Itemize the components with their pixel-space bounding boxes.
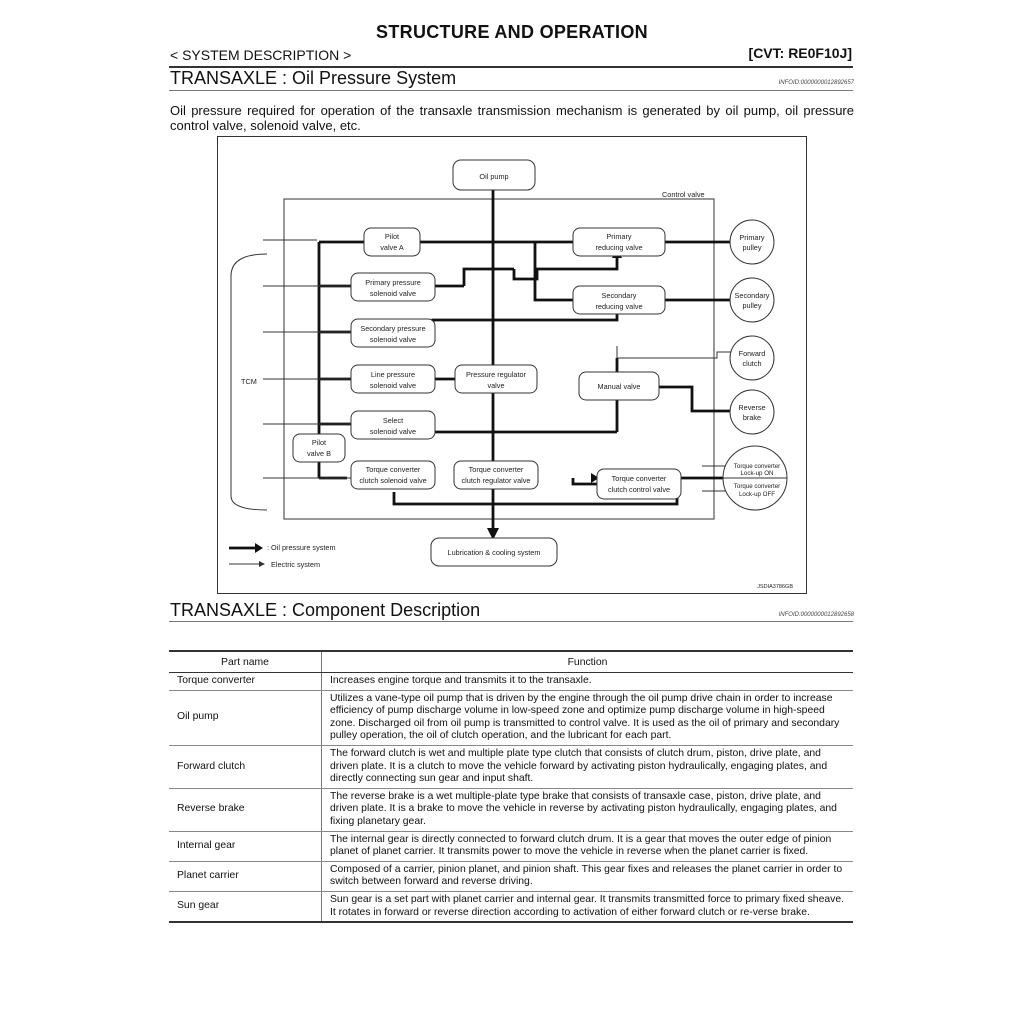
pressure-regulator-box xyxy=(455,365,537,393)
svg-text:clutch control valve: clutch control valve xyxy=(607,485,671,494)
svg-text:clutch: clutch xyxy=(742,359,762,368)
svg-text:Primary: Primary xyxy=(739,233,765,242)
svg-text:Torque converter: Torque converter xyxy=(365,465,421,474)
legend-oil-label: : Oil pressure system xyxy=(267,543,336,552)
part-name-cell: Torque converter xyxy=(169,673,322,691)
svg-text:Secondary: Secondary xyxy=(601,291,637,300)
page-title: STRUCTURE AND OPERATION xyxy=(376,22,648,42)
table-row xyxy=(169,861,853,891)
primary-pressure-solenoid-box xyxy=(351,273,435,301)
svg-text:Torque converter: Torque converter xyxy=(733,463,781,470)
part-name-cell: Planet carrier xyxy=(169,861,322,891)
table-row xyxy=(169,745,853,788)
svg-text:valve B: valve B xyxy=(307,449,331,458)
part-name-cell: Reverse brake xyxy=(169,788,322,831)
svg-text:Pilot: Pilot xyxy=(384,232,400,241)
pilot-valve-a-box xyxy=(364,228,420,256)
line-pressure-solenoid-box xyxy=(351,365,435,393)
oil-pressure-infoid: INFOID:0000000012892657 xyxy=(778,80,854,86)
part-name-cell: Internal gear xyxy=(169,831,322,861)
function-cell: The reverse brake is a wet multiple-plate type brake that consists of transaxle case, piston, drive plate, and driven plate. It is a brake to move the vehicle in reverse by activating piston hydraulically, engaging plates, and fixing planetary gear. xyxy=(322,788,854,831)
component-table xyxy=(169,650,853,923)
intro-paragraph: Oil pressure required for operation of the transaxle transmission mechanism is generated by oil pump, oil pressure control valve, solenoid valve, etc. xyxy=(170,103,854,133)
lockup-circle xyxy=(723,446,787,510)
tcc-regulator-box xyxy=(454,461,538,489)
svg-text:solenoid valve: solenoid valve xyxy=(369,381,417,390)
svg-text:Lock-up OFF: Lock-up OFF xyxy=(738,491,776,498)
svg-text:Lock-up ON: Lock-up ON xyxy=(740,470,774,477)
lubrication-box xyxy=(431,538,557,566)
svg-text:brake: brake xyxy=(742,413,762,422)
svg-text:Primary: Primary xyxy=(606,232,632,241)
function-cell: Sun gear is a set part with planet carrier and internal gear. It transmits transmitted force to primary fixed sheave. It rotates in forward or reverse direction according to activation of either forward clutch or re-verse brake. xyxy=(322,891,854,922)
section-rule xyxy=(169,90,853,91)
table-row xyxy=(169,891,853,922)
component-infoid: INFOID:0000000012892658 xyxy=(778,612,854,618)
part-name-cell: Sun gear xyxy=(169,891,322,922)
svg-text:Torque converter: Torque converter xyxy=(733,483,781,490)
svg-text:Secondary pressure: Secondary pressure xyxy=(360,324,426,333)
svg-text:Lubrication & cooling system: Lubrication & cooling system xyxy=(447,548,541,557)
oil-pressure-title: TRANSAXLE : Oil Pressure System xyxy=(170,68,457,88)
svg-text:Forward: Forward xyxy=(738,349,766,358)
secondary-pressure-solenoid-box xyxy=(351,319,435,347)
function-cell: The forward clutch is wet and multiple plate type clutch that consists of clutch drum, piston, drive plate, and driven plate. It is a clutch to move the vehicle forward by activating piston hydraulically, engaging plates, and directly connecting sun gear and input shaft. xyxy=(322,745,854,788)
function-cell: Utilizes a vane-type oil pump that is driven by the engine through the oil pump drive chain in order to increase efficiency of pump discharge volume in low-speed zone and optimize pump discharge volume in high-speed zone. Discharged oil from oil pump is transmitted to control valve. It is used as the oil of primary and secondary pulley operation, the oil of clutch operation, and the lubricant for each part. xyxy=(322,690,854,745)
part-name-cell: Forward clutch xyxy=(169,745,322,788)
svg-text:Select: Select xyxy=(382,416,404,425)
component-title: TRANSAXLE : Component Description xyxy=(170,600,481,620)
manual-valve-box xyxy=(579,372,659,400)
svg-text:solenoid valve: solenoid valve xyxy=(369,335,417,344)
diagram-code: JSDIA3786GB xyxy=(757,584,793,590)
table-row xyxy=(169,831,853,861)
primary-pulley-circle xyxy=(730,220,774,264)
svg-text:Primary pressure: Primary pressure xyxy=(365,278,421,287)
svg-text:Line pressure: Line pressure xyxy=(370,370,416,379)
secondary-reducing-box xyxy=(573,286,665,314)
function-header: Function xyxy=(322,651,854,673)
oil-pump-label: Oil pump xyxy=(479,172,509,181)
svg-text:valve A: valve A xyxy=(380,243,404,252)
svg-text:Torque converter: Torque converter xyxy=(468,465,524,474)
section-label: < SYSTEM DESCRIPTION > xyxy=(170,47,352,63)
function-cell: Composed of a carrier, pinion planet, and pinion shaft. This gear fixes and releases the planet carrier in order to switch between forward and reverse driving. xyxy=(322,861,854,891)
tcm-label: TCM xyxy=(241,377,257,386)
primary-reducing-box xyxy=(573,228,665,256)
table-header-row xyxy=(169,651,853,673)
svg-text:Pilot: Pilot xyxy=(311,438,327,447)
svg-text:clutch regulator valve: clutch regulator valve xyxy=(461,476,531,485)
svg-text:Reverse: Reverse xyxy=(738,403,766,412)
svg-text:reducing valve: reducing valve xyxy=(595,302,643,311)
select-solenoid-box xyxy=(351,411,435,439)
secondary-pulley-circle xyxy=(730,278,774,322)
svg-text:Manual valve: Manual valve xyxy=(597,382,641,391)
part-name-cell: Oil pump xyxy=(169,690,322,745)
svg-text:Pressure regulator: Pressure regulator xyxy=(465,370,527,379)
svg-text:Torque converter: Torque converter xyxy=(611,474,667,483)
oil-pressure-diagram xyxy=(217,136,807,594)
legend-elec-label: Electric system xyxy=(271,560,321,569)
tcc-control-box xyxy=(597,469,681,499)
table-row xyxy=(169,788,853,831)
svg-text:pulley: pulley xyxy=(742,243,762,252)
svg-text:pulley: pulley xyxy=(742,301,762,310)
svg-text:valve: valve xyxy=(487,381,505,390)
part-name-header: Part name xyxy=(169,651,322,673)
control-valve-label: Control valve xyxy=(662,190,705,199)
svg-text:solenoid valve: solenoid valve xyxy=(369,427,417,436)
table-row xyxy=(169,690,853,745)
table-row xyxy=(169,673,853,691)
svg-text:Secondary: Secondary xyxy=(734,291,770,300)
svg-text:reducing valve: reducing valve xyxy=(595,243,643,252)
model-code: [CVT: RE0F10J] xyxy=(748,45,852,61)
pilot-valve-b-box xyxy=(293,434,345,462)
forward-clutch-circle xyxy=(730,336,774,380)
reverse-brake-circle xyxy=(730,390,774,434)
svg-text:clutch solenoid valve: clutch solenoid valve xyxy=(359,476,427,485)
tcc-solenoid-box xyxy=(351,461,435,489)
component-rule xyxy=(169,621,853,622)
function-cell: Increases engine torque and transmits it to the transaxle. xyxy=(322,673,854,691)
svg-text:solenoid valve: solenoid valve xyxy=(369,289,417,298)
function-cell: The internal gear is directly connected to forward clutch drum. It is a gear that moves the outer edge of pinion planet of planet carrier. It transmits power to move the vehicle in reverse when the planet carrier is fixed. xyxy=(322,831,854,861)
